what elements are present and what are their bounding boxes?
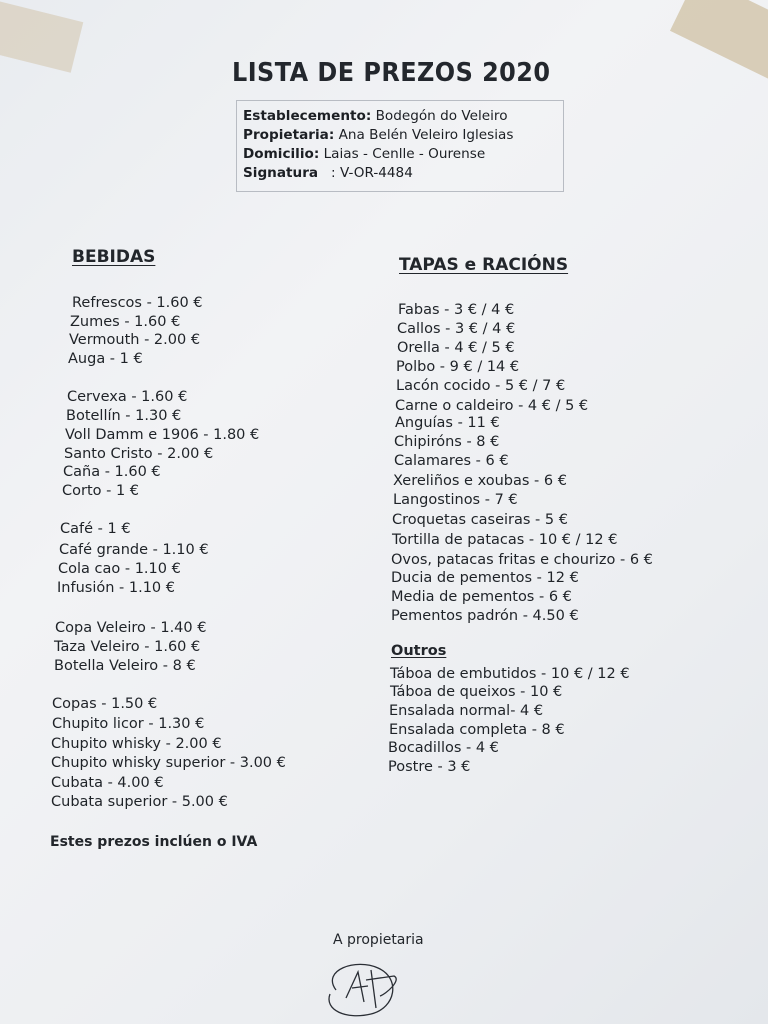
drink-item: Copas - 1.50 €	[52, 696, 158, 712]
tapa-item: Fabas - 3 € / 4 €	[398, 302, 515, 318]
tapa-item: Media de pementos - 6 €	[391, 589, 572, 605]
owner-signoff: A propietaria	[333, 932, 424, 948]
info-value: : V-OR-4484	[318, 165, 413, 181]
drink-item: Café - 1 €	[60, 521, 131, 537]
drink-item: Infusión - 1.10 €	[57, 580, 175, 596]
drink-item: Cubata - 4.00 €	[51, 775, 164, 791]
page-title: LISTA DE PREZOS 2020	[232, 58, 551, 88]
tapa-item: Langostinos - 7 €	[393, 492, 518, 508]
tapa-item: Ducia de pementos - 12 €	[391, 570, 579, 586]
drink-item: Corto - 1 €	[62, 483, 140, 499]
info-value: Laias - Cenlle - Ourense	[319, 146, 486, 162]
establishment-info-box	[236, 100, 564, 192]
info-value: Bodegón do Veleiro	[371, 108, 508, 124]
other-item: Postre - 3 €	[388, 759, 471, 775]
info-label: Signatura	[243, 165, 319, 181]
drink-item: Copa Veleiro - 1.40 €	[55, 620, 207, 636]
drink-item: Cervexa - 1.60 €	[67, 389, 188, 405]
tapa-item: Calamares - 6 €	[394, 453, 509, 469]
other-item: Ensalada completa - 8 €	[389, 722, 565, 738]
tapa-item: Polbo - 9 € / 14 €	[396, 359, 520, 375]
drink-item: Santo Cristo - 2.00 €	[64, 446, 214, 462]
tapa-item: Ovos, patacas fritas e chourizo - 6 €	[391, 552, 653, 568]
tapa-item: Chipiróns - 8 €	[394, 434, 500, 450]
tapa-item: Orella - 4 € / 5 €	[397, 340, 515, 356]
section-heading-tapas: TAPAS e RACIÓNS	[399, 255, 569, 275]
drink-item: Botella Veleiro - 8 €	[54, 658, 196, 674]
drink-item: Café grande - 1.10 €	[59, 542, 209, 558]
info-label: Domicilio:	[243, 146, 320, 162]
info-label: Propietaria:	[243, 127, 335, 143]
tapa-item: Xereliños e xoubas - 6 €	[393, 473, 567, 489]
tapa-item: Callos - 3 € / 4 €	[397, 321, 516, 337]
drink-item: Zumes - 1.60 €	[70, 314, 181, 330]
info-row-establishment	[243, 107, 557, 126]
drink-item: Auga - 1 €	[68, 351, 143, 367]
drink-item: Chupito whisky - 2.00 €	[51, 736, 222, 752]
other-item: Táboa de queixos - 10 €	[390, 684, 563, 700]
drink-item: Botellín - 1.30 €	[66, 408, 182, 424]
drink-item: Voll Damm e 1906 - 1.80 €	[65, 427, 260, 443]
drink-item: Caña - 1.60 €	[63, 464, 161, 480]
handwritten-signature	[316, 950, 416, 1024]
drink-item: Chupito whisky superior - 3.00 €	[51, 755, 286, 771]
tapa-item: Pementos padrón - 4.50 €	[391, 608, 579, 624]
tapa-item: Carne o caldeiro - 4 € / 5 €	[395, 398, 589, 414]
other-item: Ensalada normal- 4 €	[389, 703, 544, 719]
info-row-address	[243, 145, 557, 164]
drink-item: Cola cao - 1.10 €	[58, 561, 181, 577]
other-item: Bocadillos - 4 €	[388, 740, 499, 756]
tapa-item: Croquetas caseiras - 5 €	[392, 512, 568, 528]
drink-item: Cubata superior - 5.00 €	[51, 794, 228, 810]
tapa-item: Anguías - 11 €	[395, 415, 500, 431]
drink-item: Chupito licor - 1.30 €	[52, 716, 205, 732]
info-label: Establecemento:	[243, 108, 372, 124]
drink-item: Refrescos - 1.60 €	[72, 295, 203, 311]
info-value: Ana Belén Veleiro Iglesias	[334, 127, 514, 143]
info-row-owner	[243, 126, 557, 145]
other-item: Táboa de embutidos - 10 € / 12 €	[390, 666, 630, 682]
tapa-item: Lacón cocido - 5 € / 7 €	[396, 378, 566, 394]
info-row-registration	[243, 164, 557, 183]
drink-item: Taza Veleiro - 1.60 €	[54, 639, 201, 655]
section-heading-outros: Outros	[391, 643, 447, 659]
drink-item: Vermouth - 2.00 €	[69, 332, 201, 348]
vat-note: Estes prezos inclúen o IVA	[50, 834, 258, 850]
section-heading-bebidas: BEBIDAS	[72, 247, 156, 267]
tapa-item: Tortilla de patacas - 10 € / 12 €	[392, 532, 618, 548]
